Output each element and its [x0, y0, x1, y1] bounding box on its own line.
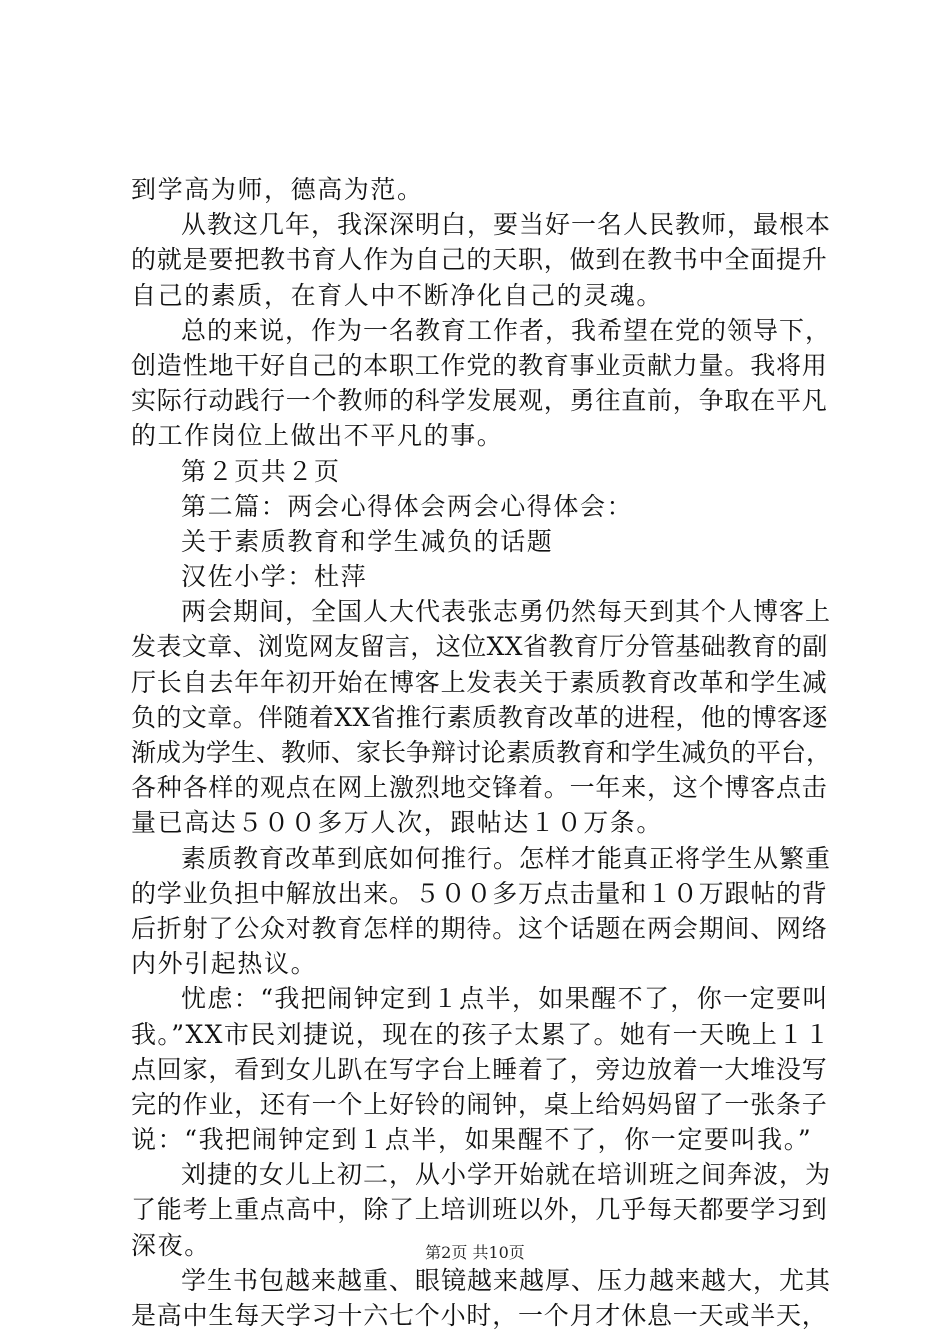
text-line: 各种各样的观点在网上激烈地交锋着。一年来，这个博客点击	[131, 773, 828, 803]
text-line: 忧虑：“我把闹钟定到１点半，如果醒不了，你一定要叫	[181, 984, 829, 1014]
text-line: 发表文章、浏览网友留言，这位XX省教育厅分管基础教育的副	[131, 632, 828, 662]
text-line: 到学高为师，德高为范。	[131, 175, 424, 204]
text-line: 从教这几年，我深深明白，要当好一名人民教师，最根本	[181, 210, 832, 240]
text-line: 的工作岗位上做出不平凡的事。	[131, 421, 504, 451]
page-footer: 第2页 共10页	[425, 1243, 525, 1262]
text-line: 自己的素质，在育人中不断净化自己的灵魂。	[131, 280, 664, 310]
text-line: 负的文章。伴随着XX省推行素质教育改革的进程，他的博客逐	[131, 702, 828, 732]
text-line: 实际行动践行一个教师的科学发展观，勇往直前，争取在平凡	[131, 386, 828, 416]
text-line: 完的作业，还有一个上好铃的闹钟，桌上给妈妈留了一张条子	[131, 1089, 828, 1119]
text-line: 了能考上重点高中，除了上培训班以外，几乎每天都要学习到	[131, 1195, 828, 1225]
text-line: 说：“我把闹钟定到１点半，如果醒不了，你一定要叫我。”	[131, 1125, 813, 1155]
text-line: 渐成为学生、教师、家长争辩讨论素质教育和学生减负的平台，	[131, 738, 832, 767]
text-line: 两会期间，全国人大代表张志勇仍然每天到其个人博客上	[181, 597, 832, 627]
text-line: 我。”XX市民刘捷说，现在的孩子太累了。她有一天晚上１１	[131, 1019, 832, 1049]
text-line: 点回家，看到女儿趴在写字台上睡着了，旁边放着一大堆没写	[131, 1054, 828, 1084]
text-line: 刘捷的女儿上初二，从小学开始就在培训班之间奔波，为	[181, 1160, 832, 1190]
text-line: 学生书包越来越重、眼镜越来越厚、压力越来越大，尤其	[181, 1265, 832, 1295]
text-line: 素质教育改革到底如何推行。怎样才能真正将学生从繁重	[181, 843, 832, 873]
text-line: 深夜。	[131, 1230, 211, 1260]
text-line: 的学业负担中解放出来。５００多万点击量和１０万跟帖的背	[131, 878, 828, 908]
text-line: 量已高达５００多万人次，跟帖达１０万条。	[131, 808, 664, 838]
text-line: 第二篇：两会心得体会两会心得体会：	[181, 491, 634, 521]
text-line: 是高中生每天学习十六七个小时，一个月才休息一天或半天，	[131, 1301, 828, 1330]
text-line: 内外引起热议。	[131, 949, 318, 979]
text-line: 后折射了公众对教育怎样的期待。这个话题在两会期间、网络	[131, 913, 828, 943]
text-line: 的就是要把教书育人作为自己的天职，做到在教书中全面提升	[131, 245, 828, 275]
text-line: 创造性地干好自己的本职工作党的教育事业贡献力量。我将用	[131, 350, 828, 380]
document-body	[131, 172, 831, 1333]
text-line: 关于素质教育和学生减负的话题	[181, 526, 554, 556]
text-line: 总的来说，作为一名教育工作者，我希望在党的领导下，	[181, 315, 832, 345]
text-line: 厅长自去年年初开始在博客上发表关于素质教育改革和学生减	[131, 667, 828, 697]
text-line: 汉佐小学：杜萍	[181, 562, 368, 592]
text-line: 第２页共２页	[181, 456, 341, 486]
